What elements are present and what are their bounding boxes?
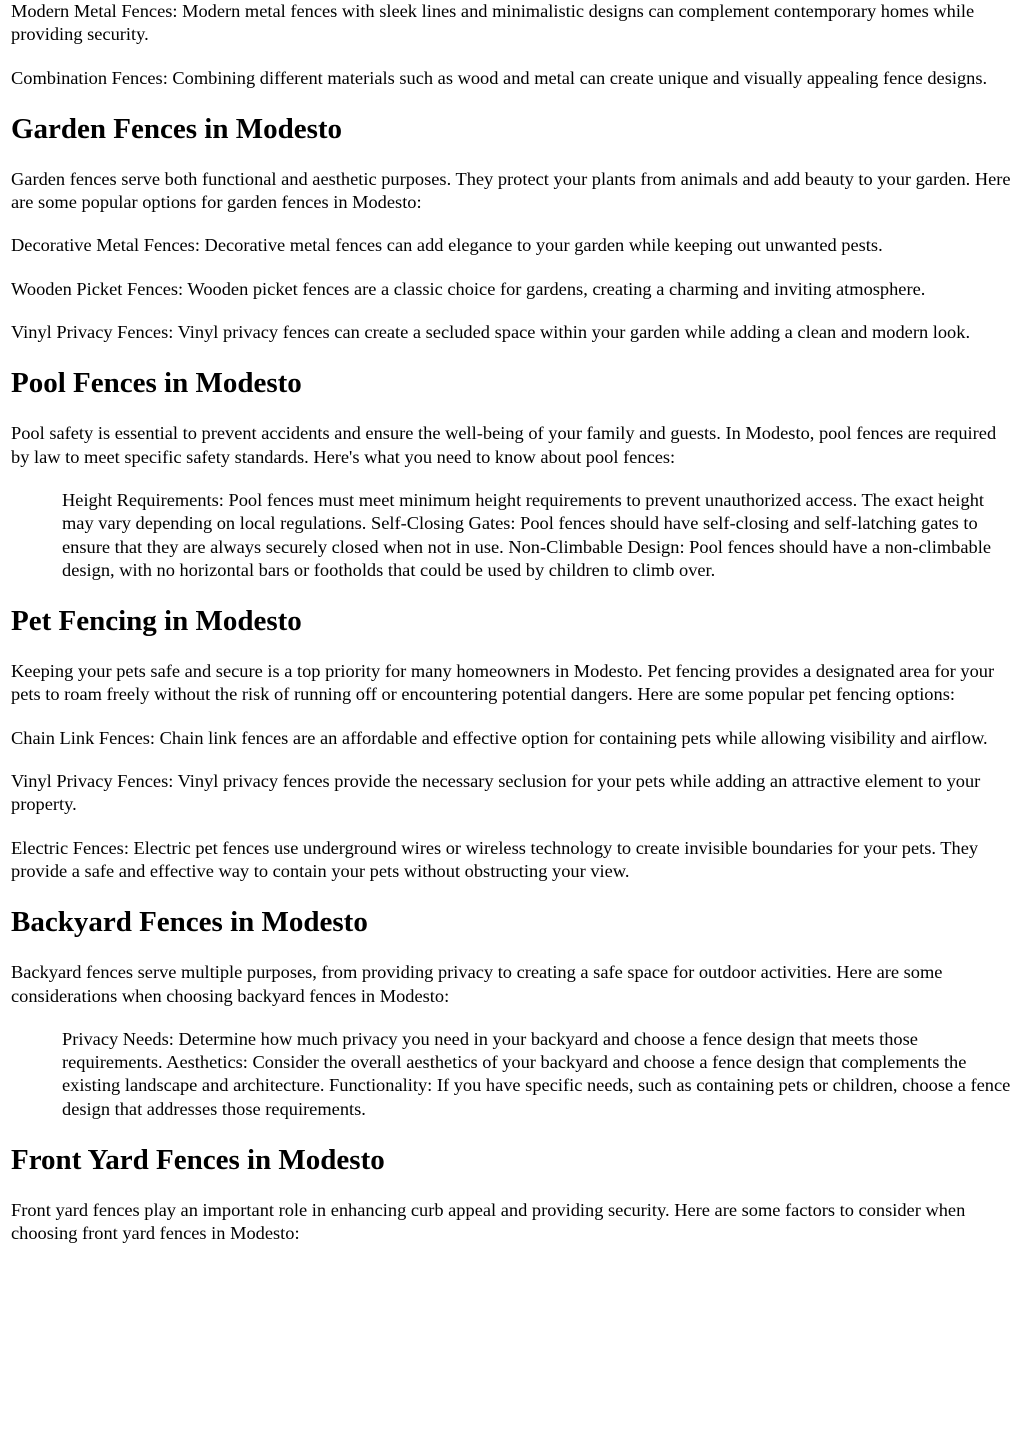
paragraph-garden-item: Wooden Picket Fences: Wooden picket fences are a classic choice for gardens, creating a charming and inviting atmosphere. (11, 278, 926, 299)
paragraph-pet-item: Chain Link Fences: Chain link fences are an affordable and effective option for containing pets while allowing visibility and airflow. (11, 727, 988, 748)
heading-pool-fences: Pool Fences in Modesto (11, 367, 302, 400)
paragraph-pet-item: Electric Fences: Electric pet fences use underground wires or wireless technology to create invisible boundaries for your pets. They provide a safe and effective way to contain your pets without obstructing your view. (11, 837, 979, 881)
paragraph-garden-intro: Garden fences serve both functional and aesthetic purposes. They protect your plants from animals and add beauty to your garden. Here are some popular options for garden fences in Modesto: (11, 168, 1011, 213)
heading-backyard-fences: Backyard Fences in Modesto (11, 906, 368, 939)
paragraph-garden-item: Decorative Metal Fences: Decorative metal fences can add elegance to your garden while keeping out unwanted pests. (11, 235, 883, 256)
paragraph-pet-item: Vinyl Privacy Fences: Vinyl privacy fences provide the necessary seclusion for your pets while adding an attractive element to your property. (11, 771, 981, 815)
paragraph-modern-metal: Modern Metal Fences: Modern metal fences with sleek lines and minimalistic designs can complement contemporary homes while providing security. (11, 1, 975, 45)
heading-front-yard-fences: Front Yard Fences in Modesto (11, 1144, 385, 1177)
paragraph-front-intro: Front yard fences play an important role in enhancing curb appeal and providing security. Here are some factors to consider when choosing front yard fences in Modesto: (11, 1200, 966, 1244)
paragraph-garden-item: Vinyl Privacy Fences: Vinyl privacy fences can create a secluded space within your garden while adding a clean and modern look. (11, 322, 971, 343)
paragraph-backyard-intro: Backyard fences serve multiple purposes, from providing privacy to creating a safe space for outdoor activities. Here are some considerations when choosing backyard fences in Modesto: (11, 962, 943, 1006)
paragraph-pet-intro: Keeping your pets safe and secure is a top priority for many homeowners in Modesto. Pet fencing provides a designated area for your pets to roam freely without the risk of running off or encountering potential dangers. Here are some popular pet fencing options: (11, 661, 995, 705)
paragraph-combination: Combination Fences: Combining different materials such as wood and metal can create unique and visually appealing fence designs. (11, 67, 988, 88)
heading-pet-fencing: Pet Fencing in Modesto (11, 605, 302, 638)
blockquote-backyard-considerations: Privacy Needs: Determine how much privacy you need in your backyard and choose a fence design that meets those requirements. Aesthetics: Consider the overall aesthetics of your backyard and choose a fence design that complements the existing landscape and architecture. Functionality: If you have specific needs, such as containing pets or children, choose a fence design that addresses those requirements. (62, 1028, 1011, 1119)
paragraph-pool-intro: Pool safety is essential to prevent accidents and ensure the well-being of your family and guests. In Modesto, pool fences are required by law to meet specific safety standards. Here's what you need to know about pool fences: (11, 423, 997, 467)
heading-garden-fences: Garden Fences in Modesto (11, 112, 343, 145)
blockquote-pool-requirements: Height Requirements: Pool fences must meet minimum height requirements to prevent unauthorized access. The exact height may vary depending on local regulations. Self-Closing Gates: Pool fences should have self-closing and self-latching gates to ensure that they are always securely closed when not in use. Non-Climbable Design: Pool fences should have a non-climbable design, with no horizontal bars or footholds that could be used by children to climb over. (62, 489, 991, 580)
